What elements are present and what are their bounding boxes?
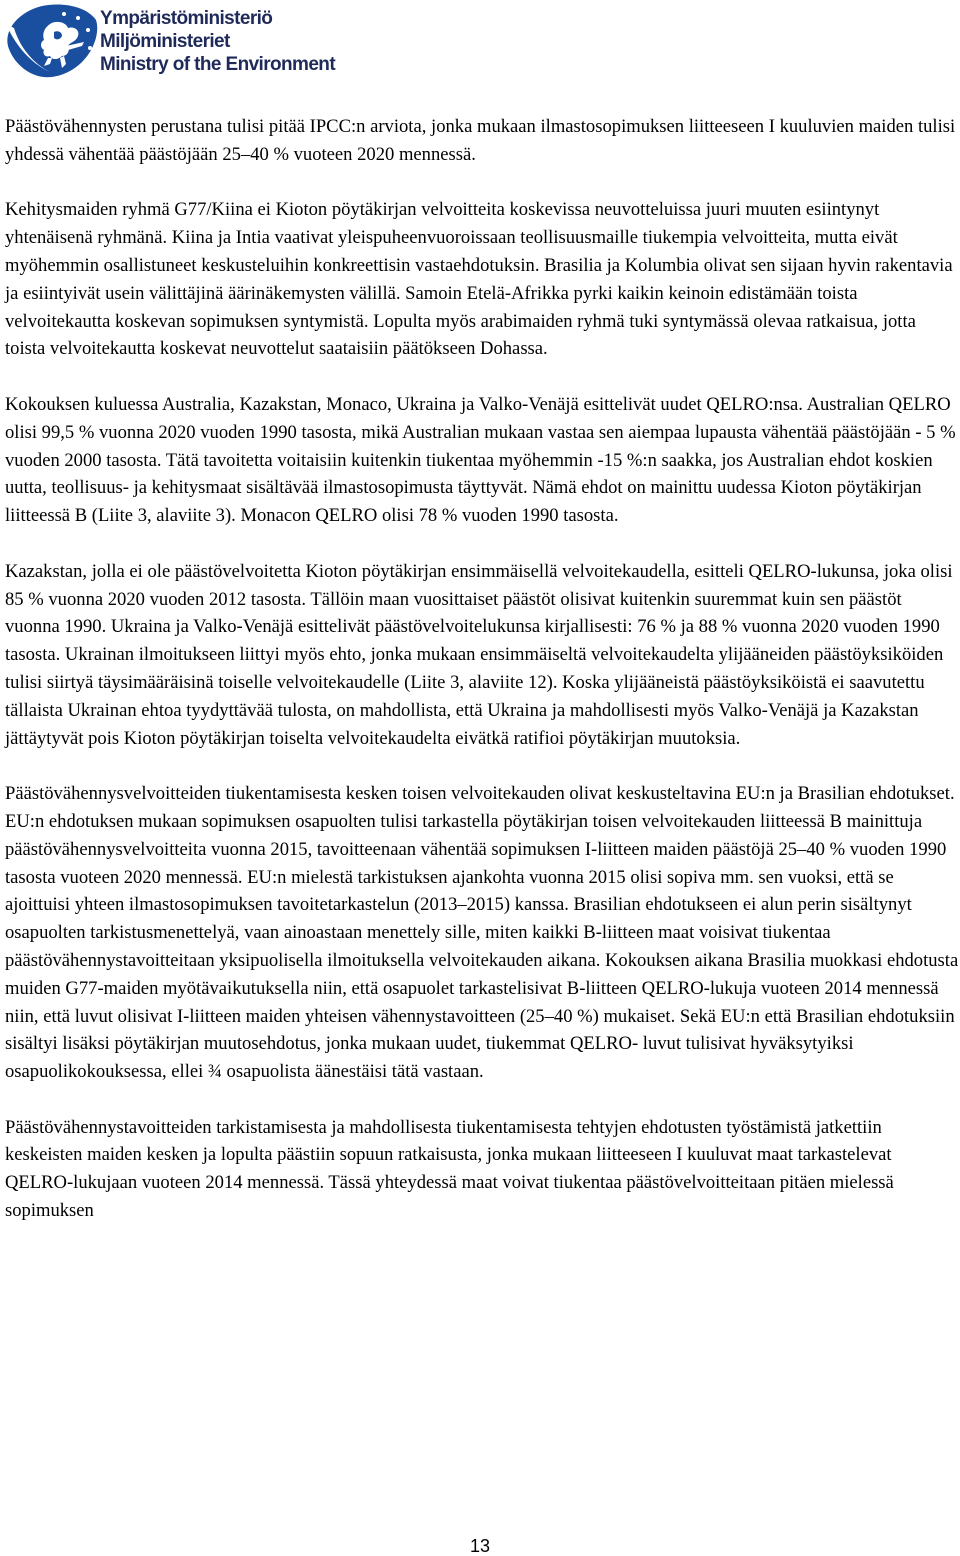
- logo-wordmark: [100, 7, 335, 76]
- paragraph-g77-china: Kehitysmaiden ryhmä G77/Kiina ei Kioton pöytäkirjan velvoitteita koskevissa neuvotteluissa juuri muuten esiintynyt yhtenäisenä ryhmänä. Kiina ja Intia vaativat yleispuheenvuoroissaan teollisuusmaille tiukempia velvoitteita, mutta eivät myöhemmin osallistuneet keskusteluihin konkreettisin vastaehdotuksin. Brasilia ja Kolumbia olivat sen sijaan hyvin rakentavia ja esiintyivät usein välittäjinä äärinäkemysten välillä. Samoin Etelä-Afrikka pyrki kaikin keinoin edistämään toista velvoitekautta koskevan sopimuksen syntymistä. Lopulta myös arabimaiden ryhmä tuki syntymässä olevaa ratkaisua, jotta toista velvoitekautta koskevat neuvottelut saataisiin päätökseen Dohassa.: [5, 199, 953, 360]
- ministry-logo: [4, 2, 335, 80]
- paragraph-new-qelros: Kokouksen kuluessa Australia, Kazakstan, Monaco, Ukraina ja Valko-Venäjä esittelivät uudet QELRO:nsa. Australian QELRO olisi 99,5 % vuonna 2020 vuoden 1990 tasosta, mikä Australian mukaan vastaa sen aiempaa lupausta vähentää päästöjään - 5 % vuoden 2000 tasosta. Tätä tavoitetta voitaisiin kuitenkin tiukentaa myöhemmin -15 %:n saakka, jos Australian ehdot koskien uutta, teollisuus- ja kehitysmaat sisältävää ilmastosopimusta täyttyvät. Nämä ehdot on mainittu uudessa Kioton pöytäkirjan liitteessä B (Liite 3, alaviite 3). Monacon QELRO olisi 78 % vuoden 1990 tasosta.: [5, 393, 956, 527]
- paragraph-eu-brazil-proposals: Päästövähennysvelvoitteiden tiukentamisesta kesken toisen velvoitekauden olivat keskusteltavina EU:n ja Brasilian ehdotukset. EU:n ehdotuksen mukaan sopimuksen osapuolten tulisi tarkastella pöytäkirjan toisen velvoitekauden liitteessä B mainittuja päästövähennysvelvoitteita vuonna 2015, tavoitteenaan vähentää sopimuksen I-liitteen maiden päästöjä 25–40 % vuoden 1990 tasosta vuoteen 2020 mennessä. EU:n mielestä tarkistuksen ajankohta vuonna 2015 olisi sopiva mm. sen vuoksi, että se ajoittuisi yhteen ilmastosopimuksen tavoitetarkastelun (2013–2015) kanssa. Brasilian ehdotukseen ei alun perin sisältynyt osapuolten tarkistusmenettelyä, vaan ainoastaan menettely sille, miten kaikki B-liitteen maat voisivat tiukentaa päästövähennystavoitteitaan yksipuolisella ilmoituksella velvoitekauden aikana. Kokouksen aikana Brasilia muokkasi ehdotusta muiden G77-maiden myötävaikutuksella niin, että osapuolet tarkastelisivat B-liitteen QELRO-lukuja vuoteen 2014 mennessä niin, että luvut olisivat I-liitteen maiden yhteisen vähennystavoitteen (25–40 %) mukaiset. Sekä EU:n että Brasilian ehdotuksiin sisältyi lisäksi pöytäkirjan muutosehdotus, jonka mukaan uudet, tiukemmat QELRO- luvut tulisivat hyväksytyiksi osapuolikokouksessa, ellei ¾ osapuolista äänestäisi tätä vastaan.: [5, 783, 959, 1083]
- document-body: [5, 113, 960, 1253]
- paragraph-kazakhstan: Kazakstan, jolla ei ole päästövelvoitetta Kioton pöytäkirjan ensimmäisellä velvoitekaudella, esitteli QELRO-lukunsa, joka olisi 85 % vuonna 2020 vuoden 2012 tasosta. Tällöin maan vuosittaiset päästöt olisivat kuitenkin suuremmat kuin sen päästöt vuonna 1990. Ukraina ja Valko-Venäjä esittelivät päästövelvoitelukunsa kirjallisesti: 76 % ja 88 % vuonna 2020 vuoden 1990 tasosta. Ukrainan ilmoitukseen liittyi myös ehto, jonka mukaan ensimmäiseltä velvoitekaudelta ylijääneiden päästöyksiköiden tulisi siirtyä täysimääräisinä toiselle velvoitekaudelle (Liite 3, alaviite 12). Koska ylijääneistä päästöyksiköistä ei saavutettu tällaista Ukrainan ehtoa tyydyttävää tulosta, on mahdollista, että Ukraina ja mahdollisesti myös Valko-Venäjä ja Kazakstan jättäytyvät pois Kioton pöytäkirjan toiselta velvoitekaudelta eivätkä ratifioi pöytäkirjan muutoksia.: [5, 560, 953, 749]
- logo-line-finnish: Ympäristöministeriö: [100, 7, 273, 29]
- paragraph-target-review: Päästövähennystavoitteiden tarkistamisesta ja mahdollisesta tiukentamisesta tehtyjen ehdotusten työstämistä jatkettiin keskeisten maiden kesken ja lopulta päästiin sopuun ratkaisusta, jonka mukaan liitteeseen I kuuluvat maat tarkastelevat QELRO-lukujaan vuoteen 2014 mennessä. Tässä yhteydessä maat voivat tiukentaa päästövelvoitteitaan pitäen mielessä sopimuksen: [5, 1116, 894, 1222]
- finnish-lion-emblem-icon: [4, 2, 100, 80]
- logo-line-english: Ministry of the Environment: [100, 53, 336, 75]
- page-number: 13: [469, 1536, 491, 1556]
- logo-line-swedish: Miljöministeriet: [100, 30, 230, 52]
- paragraph-reduction-basis: Päästövähennysten perustana tulisi pitää IPCC:n arviota, jonka mukaan ilmastosopimuksen liitteeseen I kuuluvien maiden tulisi yhdessä vähentää päästöjään 25–40 % vuoteen 2020 mennessä.: [5, 116, 956, 165]
